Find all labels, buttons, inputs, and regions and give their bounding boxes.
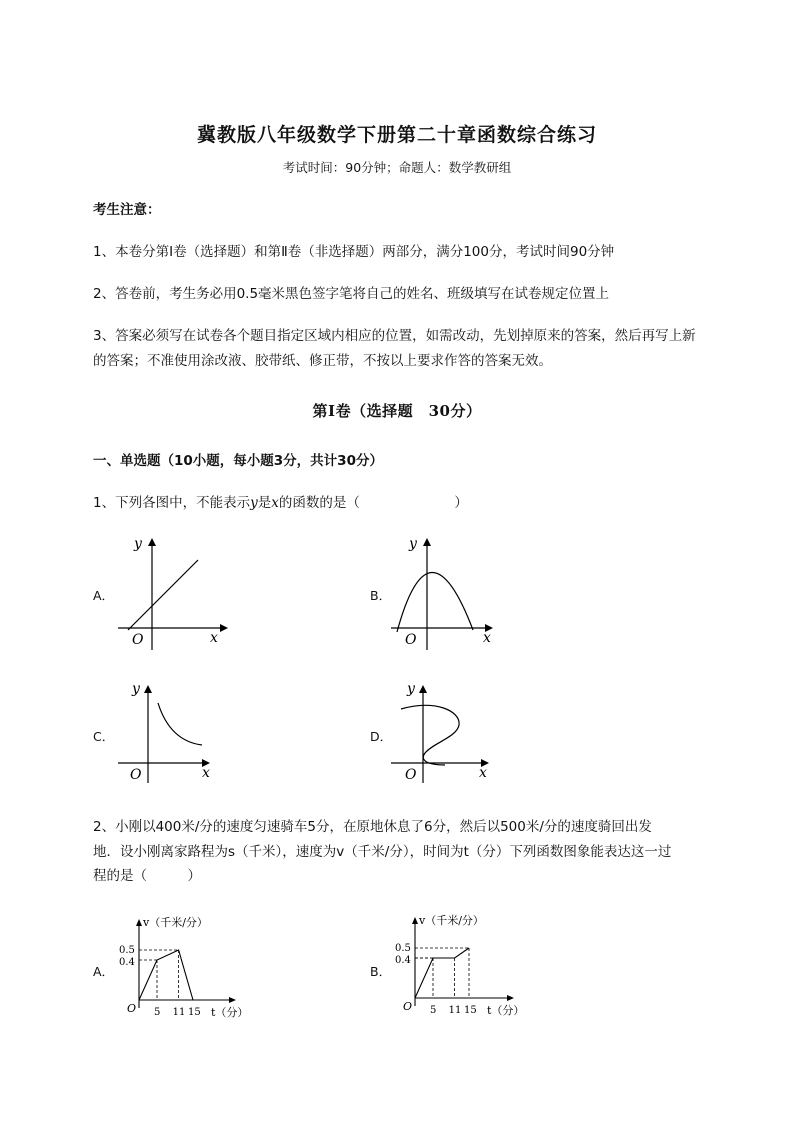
q1-text-before: 1、下列各图中，不能表示 [93,495,251,511]
graph-a-line [128,560,198,630]
x-tick-15: 15 [188,1007,201,1018]
exam-info: 考试时间：90分钟；命题人：数学教研组 [282,160,512,175]
origin-label: O [403,1000,413,1013]
q1-graph-b [385,532,505,652]
q2-option-a-label: A． [93,964,115,979]
graph-c-curve [158,703,202,745]
y-axis-arrow [136,919,142,926]
y-axis-arrow [423,538,431,546]
q1-option-d-label: D． [370,729,393,744]
q1-graph-d [385,673,505,788]
question-2-line-2: 地．设小刚离家路程为s（千米），速度为v（千米/分），时间为t（分）下列函数图象能表达这一过 [93,844,672,860]
x-tick-11: 11 [448,1005,462,1016]
q1-graph-c [110,673,230,788]
x-axis-label: t（分） [211,1006,249,1019]
x-tick-15: 15 [464,1005,477,1016]
q2-option-b-label: B． [370,964,392,979]
y-label: y [407,681,415,697]
graph-a-series [139,950,193,1000]
x-axis-label: t（分） [487,1004,525,1017]
x-axis-arrow [229,997,236,1003]
y-label: y [132,681,140,697]
notice-heading: 考生注意： [93,202,161,218]
y-axis-arrow [419,685,427,693]
x-label: x [483,630,491,646]
y-axis-label: v（千米/分） [143,916,208,929]
q1-option-b-label: B． [370,588,392,603]
origin-label: O [130,767,142,783]
origin-label: O [127,1002,137,1015]
graph-b-parabola [397,572,473,632]
x-tick-5: 5 [430,1005,437,1016]
y-tick-0.4: 0.4 [395,955,411,966]
q1-option-a-label: A． [93,588,115,603]
y-tick-0.4: 0.4 [119,957,135,968]
y-tick-0.5: 0.5 [395,943,411,954]
graph-d-curve [401,705,459,765]
q2-graph-a [115,912,250,1024]
notice-item-3-cont: 的答案；不准使用涂改液、胶带纸、修正带，不按以上要求作答的答案无效。 [93,353,552,369]
guide-lines [139,950,179,1000]
y-axis-arrow [144,685,152,693]
q1-option-c-label: C． [93,729,115,744]
x-label: x [479,765,487,781]
notice-item-2: 2、答卷前，考生务必用0.5毫米黑色签字笔将自己的姓名、班级填写在试卷规定位置上 [93,286,610,302]
notice-item-3: 3、答案必须写在试卷各个题目指定区域内相应的位置，如需改动，先划掉原来的答案，然后再写上新 [93,328,696,344]
x-axis-arrow [507,995,514,1001]
y-tick-0.5: 0.5 [119,945,135,956]
section-title: 第I卷（选择题 30分） [312,402,482,420]
y-axis-arrow [412,917,418,924]
q1-text-mid: 是 [257,495,272,511]
x-axis-arrow [220,624,228,632]
y-label: y [134,536,142,552]
q1-var-x: x [271,495,279,511]
y-label: y [409,536,417,552]
question-1 [93,491,468,515]
origin-label: O [132,632,144,648]
origin-label: O [405,632,417,648]
x-label: x [202,765,210,781]
page-title: 冀教版八年级数学下册第二十章函数综合练习 [196,124,597,146]
q1-var-y: y [250,495,258,511]
graph-b-series [415,948,469,998]
guide-lines [415,948,469,998]
notice-item-1: 1、本卷分第I卷（选择题）和第Ⅱ卷（非选择题）两部分，满分100分，考试时间90分钟 [93,244,615,260]
part-heading: 一、单选题（10小题，每小题3分，共计30分） [93,453,383,469]
y-axis-arrow [148,538,156,546]
x-tick-5: 5 [154,1007,161,1018]
origin-label: O [405,767,417,783]
q1-graph-a [110,532,230,652]
q2-graph-b [391,910,526,1022]
y-axis-label: v（千米/分） [419,914,484,927]
question-2-line-3: 程的是（ ） [93,868,201,884]
x-label: x [210,630,218,646]
x-tick-11: 11 [172,1007,186,1018]
q1-text-after: 的函数的是（ ） [278,495,468,511]
question-2-line-1: 2、小刚以400米/分的速度匀速骑车5分，在原地休息了6分，然后以500米/分的速度骑回出发 [93,819,652,835]
